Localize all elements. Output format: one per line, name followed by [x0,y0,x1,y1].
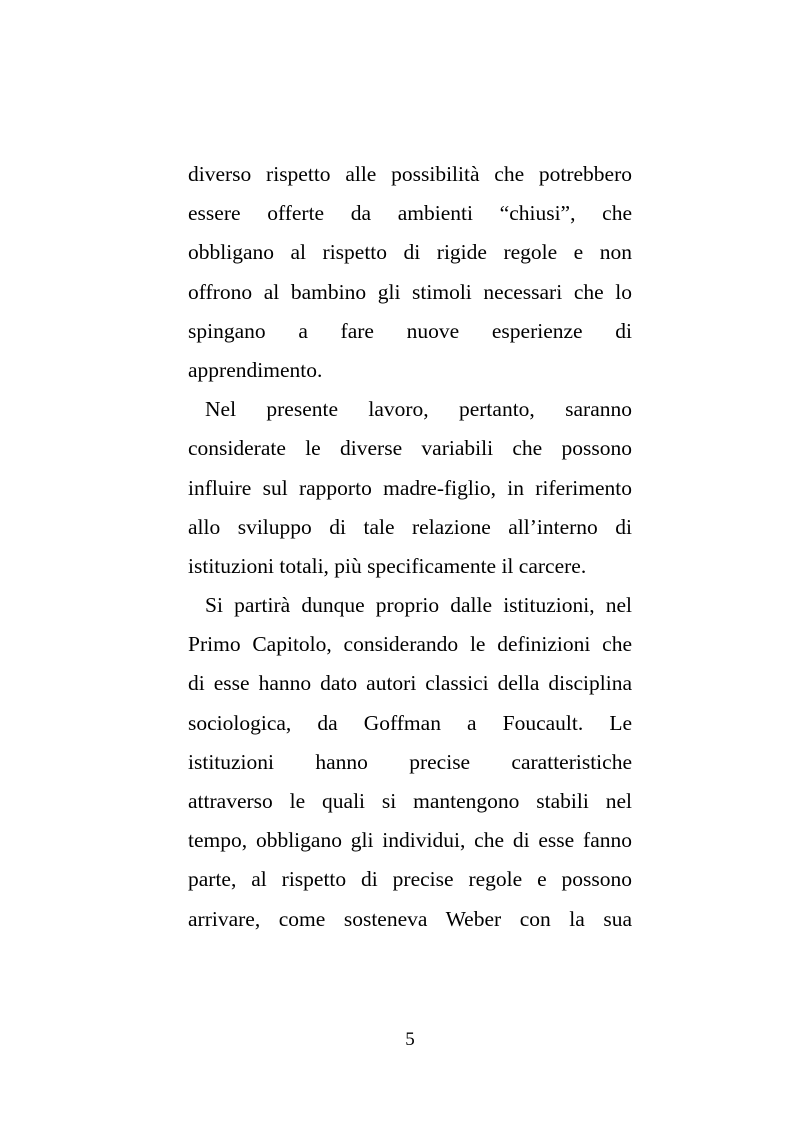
text-line: istituzioni hanno precise caratteristiche [188,749,632,774]
text-line: sociologica, da Goffman a Foucault. Le [188,710,632,735]
text-line: essere offerte da ambienti “chiusi”, che [188,201,632,226]
text-line: tempo, obbligano gli individui, che di esse fanno [188,828,632,853]
body-text [188,155,632,939]
text-line: Nel presente lavoro, pertanto, saranno [205,397,632,422]
text-line: offrono al bambino gli stimoli necessari che lo [188,279,632,304]
text-line: diverso rispetto alle possibilità che potrebbero [188,162,632,186]
text-line: Primo Capitolo, considerando le definizioni che [188,632,632,657]
text-line: parte, al rispetto di precise regole e possono [188,867,632,892]
text-line: arrivare, come sosteneva Weber con la sua [188,906,632,931]
text-line: influire sul rapporto madre-figlio, in riferimento [188,475,632,500]
text-line: Si partirà dunque proprio dalle istituzioni, nel [205,593,632,618]
text-line: allo sviluppo di tale relazione all’interno di [188,514,632,539]
text-line: considerate le diverse variabili che possono [188,436,632,461]
text-line: attraverso le quali si mantengono stabili nel [188,789,632,813]
text-line: istituzioni totali, più specificamente il carcere. [188,553,587,578]
page-number: 5 [405,1029,415,1050]
text-line: obbligano al rispetto di rigide regole e non [188,240,632,265]
text-line: di esse hanno dato autori classici della disciplina [188,671,632,696]
text-line: apprendimento. [188,357,323,382]
text-line: spingano a fare nuove esperienze di [188,318,632,343]
